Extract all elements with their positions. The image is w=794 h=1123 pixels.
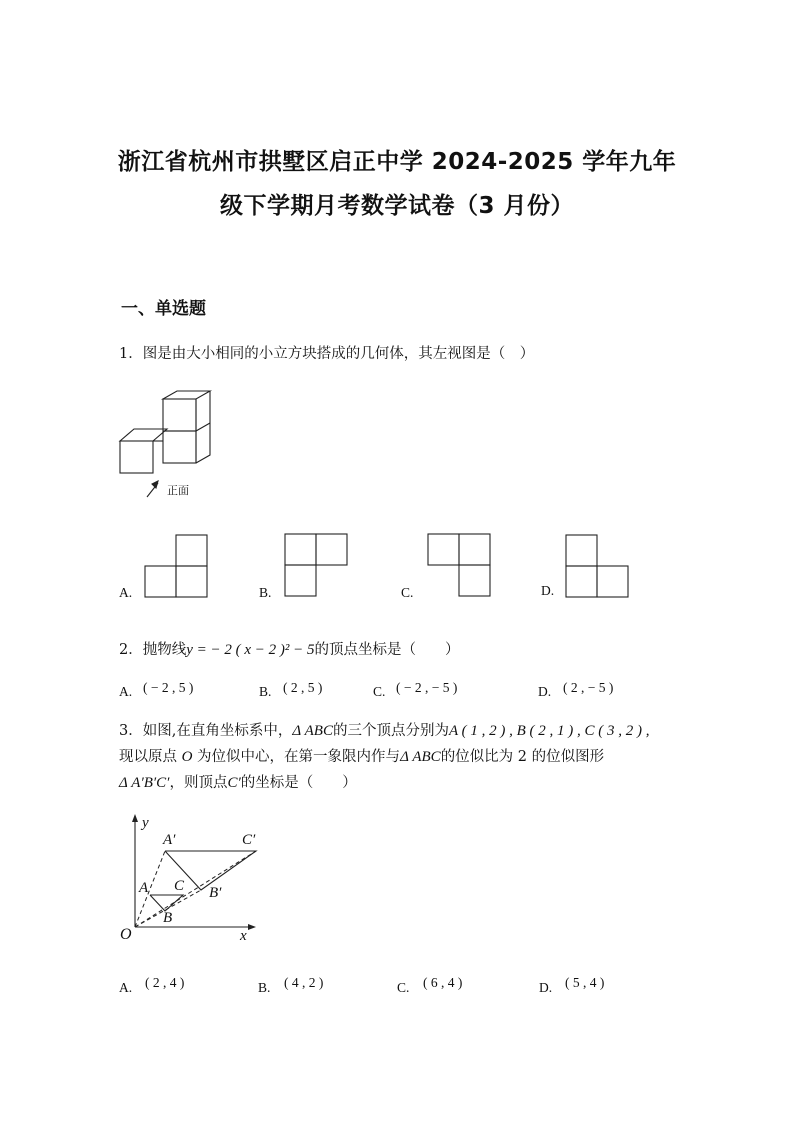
q3-option-b-label[interactable]: B.: [258, 980, 271, 995]
point-a-label: A: [139, 880, 149, 896]
q3-option-c-value: ( 6 , 4 ): [423, 975, 463, 990]
q2-formula: y = − 2 ( x − 2 )² − 5: [186, 642, 315, 658]
q3-option-a-label[interactable]: A.: [119, 980, 133, 995]
section-heading: 一、单选题: [121, 299, 206, 319]
point-c-prime-label: C′: [242, 832, 256, 848]
point-c-label: C: [174, 878, 185, 894]
q1-option-a-label[interactable]: A.: [119, 585, 133, 600]
q3-line1-a: 3．如图,在直角坐标系中，: [119, 723, 293, 739]
q3-line3-b: ，则顶点: [169, 775, 228, 791]
q1-option-b-label[interactable]: B.: [259, 585, 272, 600]
q3-option-b-value: ( 4 , 2 ): [284, 975, 324, 990]
q2-option-d-label[interactable]: D.: [538, 684, 552, 699]
q3-triangle-2: Δ ABC: [400, 749, 441, 765]
q2-option-d-value: ( 2 , − 5 ): [563, 680, 614, 695]
q3-line2-a: 现以原点: [119, 749, 182, 765]
title-line-2: 级下学期月考数学试卷（3 月份）: [219, 193, 574, 219]
point-b-label: B: [163, 910, 173, 926]
q1-option-c-label[interactable]: C.: [401, 585, 414, 600]
axis-x-label: x: [240, 928, 247, 944]
q2-option-c-label[interactable]: C.: [373, 684, 386, 699]
q2-option-c-value: ( − 2 , − 5 ): [396, 680, 458, 695]
q3-option-d-label[interactable]: D.: [539, 980, 553, 995]
q3-line2-b: 为位似中心，在第一象限内作与: [192, 749, 401, 765]
q2-option-a-value: ( − 2 , 5 ): [143, 680, 194, 695]
q3-line1-b: 的三个顶点分别为: [332, 723, 449, 739]
q3-cprime: C′: [227, 775, 241, 791]
q2-prefix: 2．抛物线: [119, 642, 187, 658]
q2-suffix: 的顶点坐标是（ ）: [314, 642, 460, 658]
q3-triangle-3: Δ A′B′C′: [119, 775, 170, 791]
q3-triangle: Δ ABC: [292, 723, 333, 739]
q3-origin: O: [181, 749, 193, 765]
q3-points: A ( 1 , 2 ) , B ( 2 , 1 ) , C ( 3 , 2 ) ,: [448, 723, 650, 739]
q2-option-b-value: ( 2 , 5 ): [283, 680, 323, 695]
axis-y-label: y: [142, 815, 149, 831]
point-b-prime-label: B′: [209, 885, 222, 901]
q2-option-a-label[interactable]: A.: [119, 684, 133, 699]
q1-option-d-label[interactable]: D.: [541, 583, 555, 598]
q3-option-c-label[interactable]: C.: [397, 980, 410, 995]
q3-line2-c: 的位似比为 2 的位似图形: [440, 749, 605, 765]
q3-option-d-value: ( 5 , 4 ): [565, 975, 605, 990]
q3-option-a-value: ( 2 , 4 ): [145, 975, 185, 990]
front-label: 正面: [167, 484, 189, 497]
origin-label: O: [120, 926, 132, 943]
q2-option-b-label[interactable]: B.: [259, 684, 272, 699]
point-a-prime-label: A′: [163, 832, 176, 848]
q3-line3-c: 的坐标是（ ）: [240, 775, 357, 791]
question-1-text: 1．图是由大小相同的小立方块搭成的几何体，其左视图是（ ）: [119, 346, 535, 362]
title-line-1: 浙江省杭州市拱墅区启正中学 2024-2025 学年九年: [117, 149, 677, 175]
